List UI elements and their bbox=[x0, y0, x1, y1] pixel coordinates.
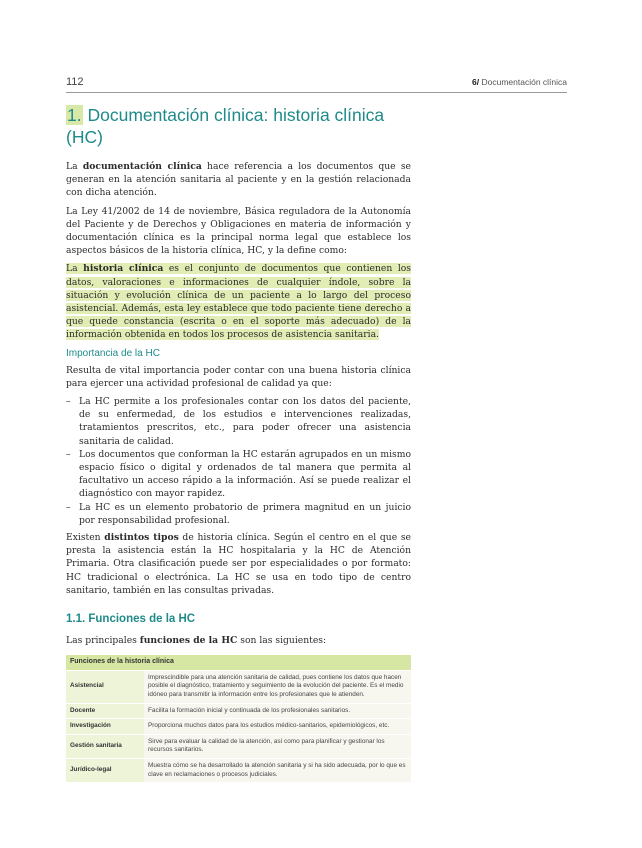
text-run: de historia clínica. Según el centro en el que se presta la asistencia están la HC hospitalaria y la HC de Atención Primaria. Otra clasificación puede ser por especialidades o por formato: HC tradicional o electrónica. La HC se usa en todo tipo de centro sanitario, también en las consultas privadas. bbox=[66, 532, 411, 596]
text-run: La bbox=[66, 263, 84, 275]
list-item-text: La HC permite a los profesionales contar con los datos del paciente, de su enfermedad, de los estudios e intervenciones realizadas, tratamientos prescritos, etc., para poder ofrecer una asistencia sanitaria de calidad. bbox=[79, 396, 411, 447]
highlighted-definition bbox=[66, 263, 411, 340]
table-row bbox=[66, 759, 411, 783]
text-run: son las siguientes: bbox=[237, 635, 327, 647]
page-number: 112 bbox=[66, 76, 84, 88]
dash-bullet: – bbox=[66, 501, 71, 513]
function-description: Facilita la formación inicial y continuada de los profesionales sanitarios. bbox=[144, 703, 411, 719]
intro-paragraph-2: La Ley 41/2002 de 14 de noviembre, Básica reguladora de la Autonomía del Paciente y de Derechos y Obligaciones en materia de información y documentación clínica es la principal norma legal que establece los aspectos básicos de la historia clínica, HC, y la define como: bbox=[66, 205, 411, 257]
section-indicator bbox=[472, 77, 567, 87]
function-name: Asistencial bbox=[66, 670, 144, 703]
dash-bullet: – bbox=[66, 396, 71, 408]
text-run: hace referencia a los documentos que se generan en la atención sanitaria al paciente y en la gestión relacionada con dicha atención. bbox=[66, 161, 411, 199]
table-row bbox=[66, 734, 411, 758]
section-title: Documentación clínica bbox=[481, 77, 567, 87]
dash-bullet: – bbox=[66, 448, 71, 460]
function-description: Imprescindible para una atención sanitaria de calidad, pues contiene los datos que hacen posible el diagnóstico, tratamiento y seguimiento de la evolución del paciente. Es el medio idóneo para transmitir la información entre los profesionales que le atienden. bbox=[144, 670, 411, 703]
list-item bbox=[66, 501, 411, 527]
definition-paragraph bbox=[66, 262, 411, 341]
header-rule bbox=[66, 92, 567, 93]
functions-heading: 1.1. Funciones de la HC bbox=[66, 613, 196, 626]
table-row bbox=[66, 719, 411, 735]
function-name: Docente bbox=[66, 703, 144, 719]
table-row bbox=[66, 703, 411, 719]
list-item bbox=[66, 448, 411, 501]
table-header-row bbox=[66, 655, 411, 670]
text-run: es el conjunto de documentos que contienen los datos, valoraciones e informaciones de cualquier índole, sobre la situación y evolución clínica de un paciente a lo largo del proceso asistencial. Además, esta ley establece que todo paciente tiene derecho a que quede constancia (escrita o en el soporte más adecuado) de la información obtenida en todos los procesos de asistencia sanitaria. bbox=[66, 263, 412, 341]
function-name: Jurídico-legal bbox=[66, 759, 144, 783]
functions-lead bbox=[66, 634, 411, 647]
list-item-text: Los documentos que conforman la HC estarán agrupados en un mismo espacio físico o digital y ordenados de tal manera que permita al facultativo un acceso rápido a la información. Así se puede realizar el diagnóstico con mayor rapidez. bbox=[79, 448, 411, 500]
heading-number: 1. bbox=[67, 105, 82, 125]
function-description: Proporciona muchos datos para los estudios médico-sanitarios, epidemiológicos, etc. bbox=[144, 719, 411, 735]
function-description: Sirve para evaluar la calidad de la atención, así como para planificar y gestionar los recursos sanitarios. bbox=[144, 734, 411, 758]
list-item-text: La HC es un elemento probatorio de primera magnitud en un juicio por responsabilidad profesional. bbox=[79, 501, 411, 526]
text-run: Las principales bbox=[66, 635, 140, 647]
section-number: 6/ bbox=[472, 77, 480, 87]
bold-term: distintos tipos bbox=[104, 532, 179, 544]
function-description: Muestra cómo se ha desarrollado la atención sanitaria y si ha sido adecuada, por lo que es clave en reclamaciones o procesos judiciales. bbox=[144, 759, 411, 783]
list-item bbox=[66, 395, 411, 448]
table-header: Funciones de la historia clínica bbox=[66, 655, 411, 670]
bold-term: historia clínica bbox=[83, 263, 164, 275]
bold-term: documentación clínica bbox=[82, 161, 202, 172]
text-run: La bbox=[66, 161, 83, 172]
heading-title: Documentación clínica: historia clínica (HC) bbox=[66, 105, 385, 147]
importance-heading: Importancia de la HC bbox=[66, 347, 160, 359]
main-content bbox=[66, 104, 411, 782]
function-name: Gestión sanitaria bbox=[66, 734, 144, 758]
intro-paragraph-1 bbox=[66, 160, 411, 200]
types-paragraph bbox=[66, 531, 411, 597]
importance-list bbox=[66, 395, 411, 527]
function-name: Investigación bbox=[66, 719, 144, 735]
functions-table bbox=[66, 655, 411, 782]
importance-lead: Resulta de vital importancia poder contar con una buena historia clínica para ejercer una actividad profesional de calidad ya que: bbox=[66, 364, 411, 389]
chapter-heading bbox=[66, 104, 411, 148]
running-header bbox=[66, 76, 567, 90]
bold-term: funciones de la HC bbox=[139, 635, 238, 647]
text-run: Existen bbox=[66, 532, 105, 544]
table-row bbox=[66, 670, 411, 703]
